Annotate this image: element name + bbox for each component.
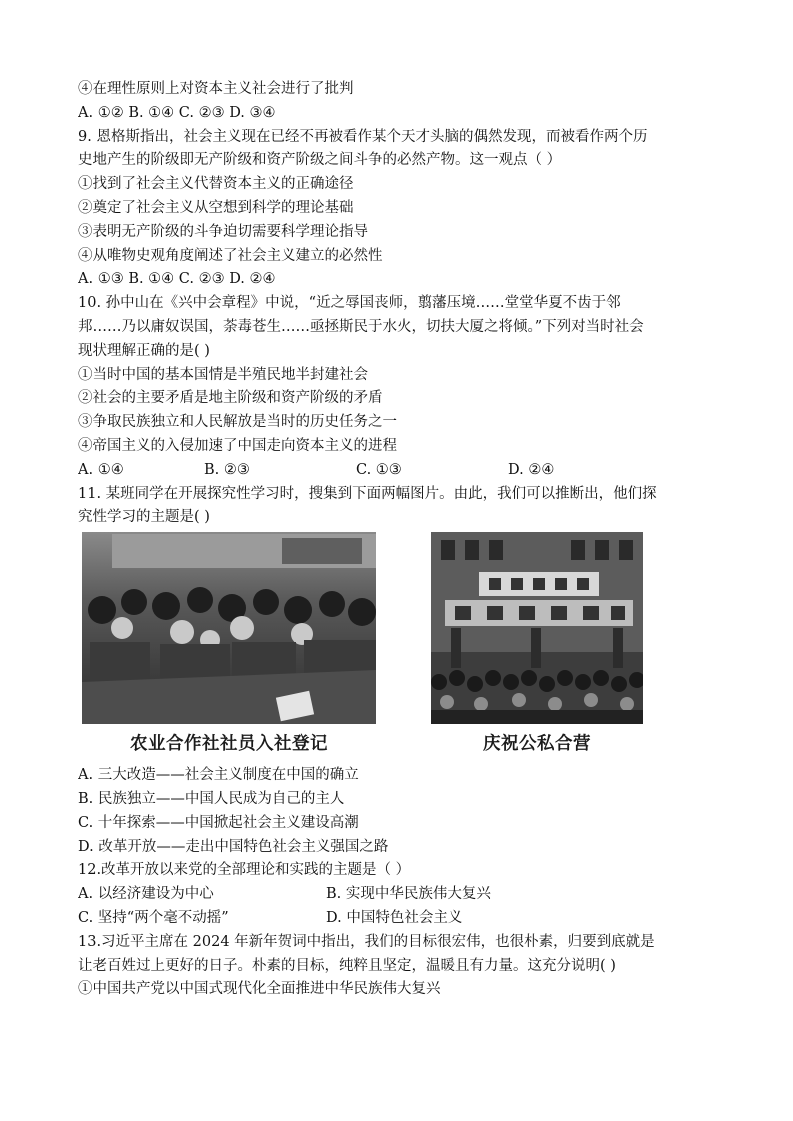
figure-cooperative-registration [82,532,376,755]
q12-option-d: D. 中国特色社会主义 [326,909,463,926]
q12-option-c: C. 坚持“两个毫不动摇” [78,909,229,926]
q9-option-d: D. ②④ [229,271,276,288]
q10-stem-1: 10. 孙中山在《兴中会章程》中说，“近之辱国丧师，翦藩压境……堂堂华夏不齿于邻 [78,295,621,312]
q9-item-2: ②奠定了社会主义从空想到科学的理论基础 [78,199,354,216]
q10-stem-3: 现状理解正确的是( ) [78,342,210,359]
q12-stem: 12.改革开放以来党的全部理论和实践的主题是（ ） [78,862,411,879]
q11-option-a: A. 三大改造——社会主义制度在中国的确立 [78,767,359,784]
q10-item-4: ④帝国主义的入侵加速了中国走向资本主义的进程 [78,437,397,454]
q9-option-b: B. ①④ [128,271,175,288]
q13-item-1: ①中国共产党以中国式现代化全面推进中华民族伟大复兴 [78,981,441,998]
q13-stem-2: 让老百姓过上更好的日子。朴素的目标，纯粹且坚定，温暖且有力量。这充分说明( ) [78,957,616,974]
q10-option-a: A. ①④ [78,461,124,478]
q8-option-d: D. ③④ [229,104,276,121]
q10-option-c: C. ①③ [356,461,402,478]
q11-stem-1: 11. 某班同学在开展探究性学习时，搜集到下面两幅图片。由此，我们可以推断出，他们探 [78,485,657,502]
q8-option-c: C. ②③ [178,104,225,121]
q13-stem-1: 13.习近平主席在 2024 年新年贺词中指出，我们的目标很宏伟，也很朴素，归要到底就是 [78,933,655,950]
q8-options [78,102,718,126]
caption-public-private-celebration: 庆祝公私合营 [483,734,591,755]
photo-cooperative-registration [82,532,376,724]
q10-item-2: ②社会的主要矛盾是地主阶级和资产阶级的矛盾 [78,390,383,407]
q9-stem-1: 9. 恩格斯指出，社会主义现在已经不再被看作某个天才头脑的偶然发现，而被看作两个历 [78,128,648,145]
q8-option-b: B. ①④ [128,104,175,121]
q9-option-c: C. ②③ [178,271,225,288]
q11-option-c: C. 十年探索——中国掀起社会主义建设高潮 [78,814,359,831]
q11-option-d: D. 改革开放——走出中国特色社会主义强国之路 [78,838,389,855]
q9-item-1: ①找到了社会主义代替资本主义的正确途径 [78,176,354,193]
q9-stem-2: 史地产生的阶级即无产阶级和资产阶级之间斗争的必然产物。这一观点（ ） [78,152,562,169]
q9-item-3: ③表明无产阶级的斗争迫切需要科学理论指导 [78,223,368,240]
q11-option-b: B. 民族独立——中国人民成为自己的主人 [78,790,345,807]
q10-item-1: ①当时中国的基本国情是半殖民地半封建社会 [78,366,368,383]
q9-item-4: ④从唯物史观角度阐述了社会主义建立的必然性 [78,247,383,264]
q12-option-a: A. 以经济建设为中心 [78,886,214,903]
q10-item-3: ③争取民族独立和人民解放是当时的历史任务之一 [78,414,397,431]
celebration-photo-illustration [431,532,643,724]
q12-options-row-1 [78,883,718,907]
q9-option-a: A. ①③ [78,271,124,288]
q8-item-4: ④在理性原则上对资本主义社会进行了批判 [78,81,354,97]
caption-cooperative-registration: 农业合作社社员入社登记 [130,734,328,755]
cooperative-photo-illustration [82,532,376,724]
q11-figures [78,532,718,764]
q10-option-d: D. ②④ [508,461,555,478]
q12-options-row-2 [78,907,718,931]
q10-stem-2: 邦……乃以庸奴误国，荼毒苍生……亟拯斯民于水火，切扶大厦之将倾。”下列对当时社会 [78,318,644,335]
q10-option-b: B. ②③ [204,461,250,478]
q10-options [78,459,718,483]
figure-public-private-celebration [431,532,643,755]
exam-page [78,78,718,1002]
q12-option-b: B. 实现中华民族伟大复兴 [326,886,491,903]
q8-option-a: A. ①② [78,104,124,121]
q11-stem-2: 究性学习的主题是( ) [78,509,210,526]
photo-public-private-celebration [431,532,643,724]
q9-options [78,268,718,292]
